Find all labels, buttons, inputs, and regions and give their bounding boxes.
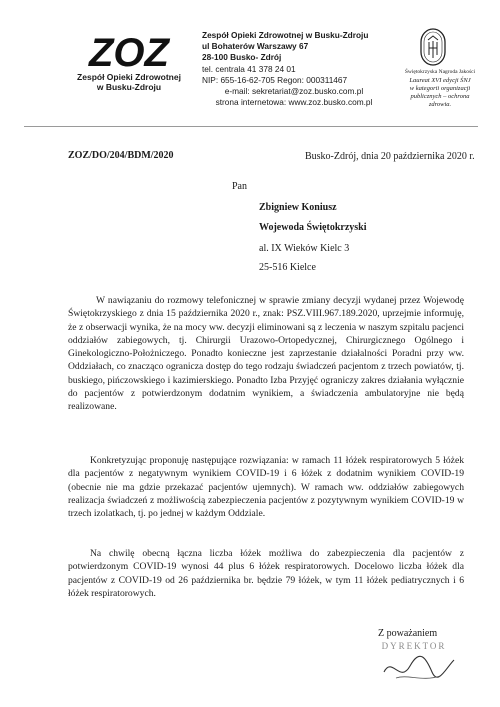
letter-paragraph: Na chwilę obecną łączna liczba łóżek możliwa do zabezpieczenia dla pacjentów z potwierdzonym COVID-19 wynosi 44 plus 6 łóżek respiratorowych. Docelowo liczba łóżek dla pacjentów z COVID-19 od 26 października br. będzie 79 łóżek, w tym 11 łóżek pediatrycznych i 6 łóżek respiratorowych. xyxy=(68,548,464,599)
reference-number: ZOZ/DO/204/BDM/2020 xyxy=(68,150,174,161)
logo-subtitle: w Busku-Zdroju xyxy=(96,82,162,92)
zoz-logo xyxy=(84,30,174,70)
award-title: Świętokrzyska Nagroda Jakości xyxy=(404,69,476,75)
quality-award-seal-icon xyxy=(420,28,446,66)
org-website: strona internetowa: www.zoz.busko.com.pl xyxy=(215,97,373,107)
header-divider xyxy=(24,126,478,127)
org-street: ul Bohaterów Warszawy 67 xyxy=(202,41,309,51)
logo-subtitle: Zespół Opieki Zdrowotnej xyxy=(77,72,181,82)
stamp-text: DYREKTOR xyxy=(381,641,447,651)
award-line: w kategorii organizacji xyxy=(409,85,471,92)
org-phone: tel. centrala 41 378 24 01 xyxy=(202,64,296,74)
signature-scribble xyxy=(384,656,454,677)
recipient-street: al. IX Wieków Kielc 3 xyxy=(259,243,350,254)
org-city: 28-100 Busko- Zdrój xyxy=(202,52,282,62)
recipient-title: Wojewoda Świętokrzyski xyxy=(259,222,367,233)
logo-text: ZOZ xyxy=(89,31,169,70)
award-line: zdrowia. xyxy=(428,101,452,108)
recipient-postal: 25-516 Kielce xyxy=(259,262,316,273)
director-stamp xyxy=(366,638,462,688)
award-line: Laureat XVI edycji ŚNJ xyxy=(409,77,471,84)
letter-paragraph: Konkretyzując proponuję następujące rozwiązania: w ramach 11 łóżek respiratorowych 5 łóżek dla pacjentów z negatywnym wynikiem COVID-19 i 6 łóżek z dodatnim wynikiem COVID-19 (obecnie nie ma gdzie przekazać pacjentów ujemnych). W ramach ww. oddziałów zabiegowych realizacja świadczeń z możliwością zabezpieczenia pacjentów z pozytywnym wynikiem COVID-19 w trzech izolatkach, tj. po jednej w każdym Oddziale. xyxy=(68,455,464,520)
org-email: e-mail: sekretariat@zoz.busko.com.pl xyxy=(224,86,364,96)
closing-phrase: Z poważaniem xyxy=(378,628,438,639)
award-line: publicznych – ochrona xyxy=(410,93,470,100)
letter-date: Busko-Zdrój, dnia 20 października 2020 r. xyxy=(305,151,475,162)
recipient-salutation: Pan xyxy=(232,181,247,192)
org-name: Zespół Opieki Zdrowotnej w Busku-Zdroju xyxy=(202,30,369,40)
org-nip-regon: NIP: 655-16-62-705 Regon: 000311467 xyxy=(202,75,348,85)
letter-paragraph: W nawiązaniu do rozmowy telefonicznej w sprawie zmiany decyzji wydanej przez Wojewodę Świętokrzyskiego z dnia 15 października 2020 r., znak: PSZ.VIII.967.189.2020, uprzejmie informuję, że z obserwacji wynika, że na mocy ww. decyzji eliminowani są z leczenia w naszym szpitalu pacjenci oddziałów zabiegowych, tj. Chirurgii Urazowo-Ortopedycznej, Chirurgicznego Ogólnego i Ginekologiczno-Położniczego. Ponadto konieczne jest zaprzestanie działalności Poradni przy ww. Oddziałach, co znacząco ogranicza dostęp do tego rodzaju świadczeń pacjentom z trzech powiatów, tj. buskiego, pińczowskiego i kazimierskiego. Ponadto Izba Przyjęć ograniczy zakres działania wyłącznie do pacjentów z potwierdzonym dodatnim wynikiem, a świadczenia ambulatoryjne nie będą realizowane. xyxy=(68,295,464,413)
recipient-name: Zbigniew Koniusz xyxy=(259,202,337,213)
